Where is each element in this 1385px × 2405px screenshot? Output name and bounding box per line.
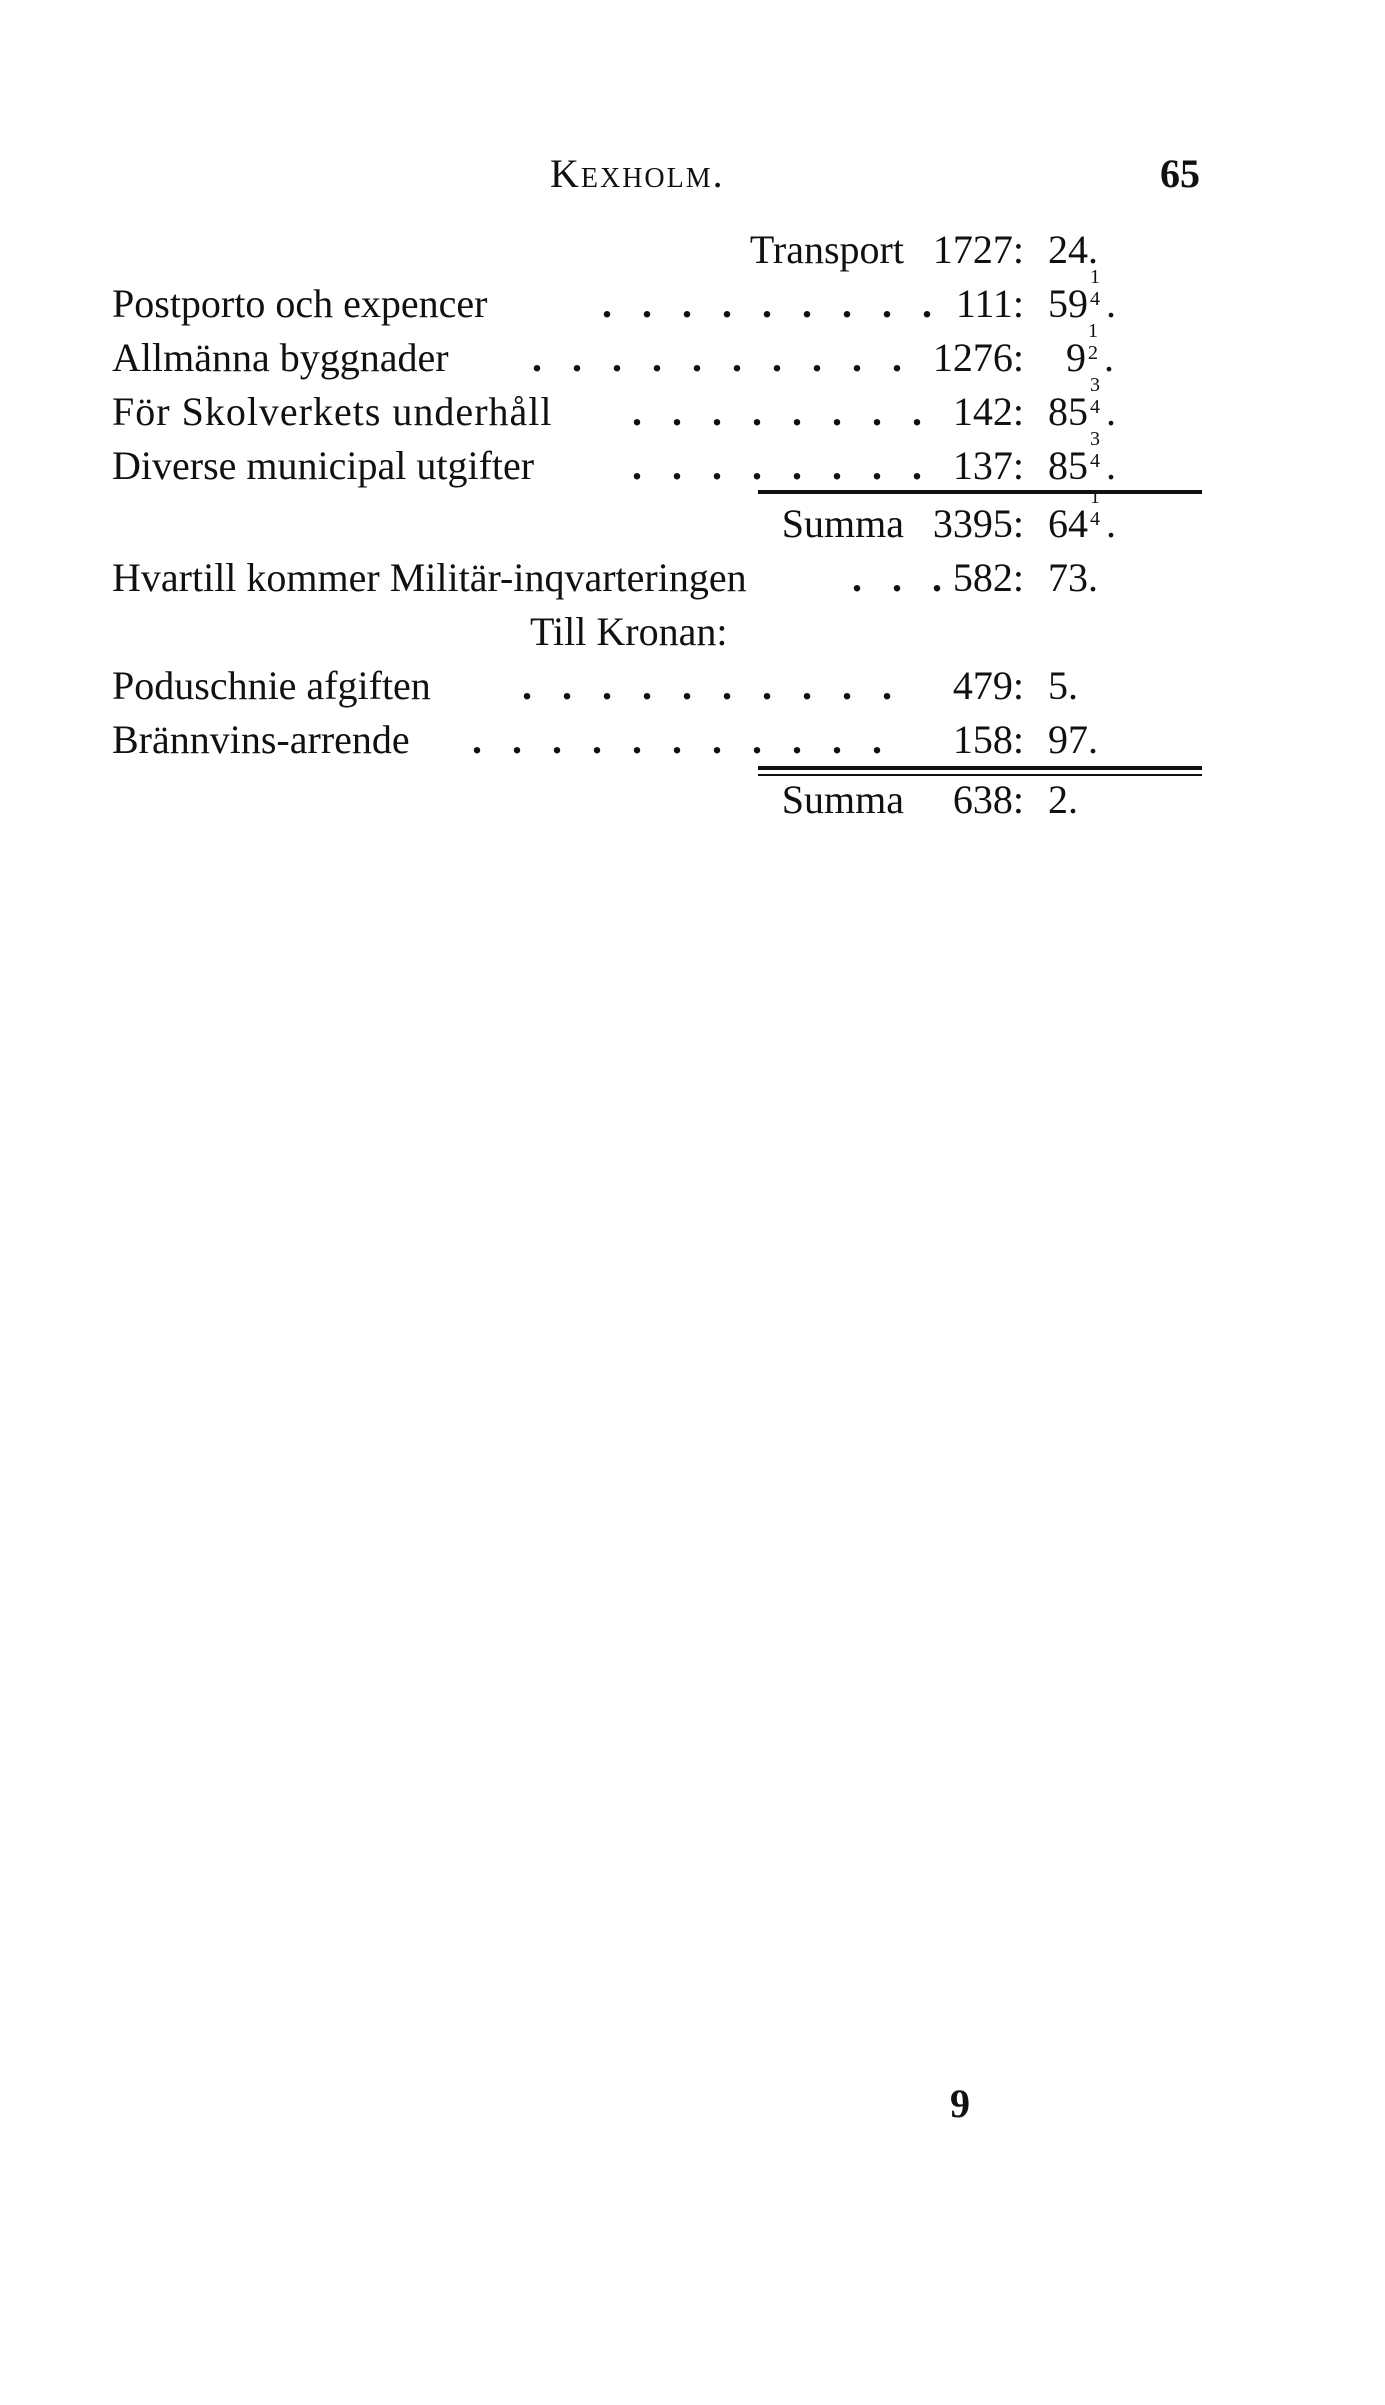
leader-dots: . . . . . . . . . . — [522, 663, 902, 708]
summa-value-a: 3395: — [932, 501, 1024, 546]
ledger-row-value-a: 142: — [952, 389, 1024, 434]
transport-value-a: 1727: — [932, 227, 1024, 272]
ledger-row-value-a: 479: — [952, 663, 1024, 708]
summa-label: Summa — [781, 501, 904, 546]
page-number: 65 — [1160, 151, 1200, 196]
fraction: 3 4 — [1090, 428, 1100, 472]
ledger-row — [112, 658, 1204, 714]
ledger-row — [112, 712, 1204, 768]
ledger-row-value-a: 137: — [952, 443, 1024, 488]
ledger-row-value-a: 1276: — [932, 335, 1024, 380]
transport-label: Transport — [749, 227, 904, 272]
ledger-row — [112, 374, 1204, 440]
summa-value-b: 64 1 4 . — [1048, 486, 1116, 546]
leader-dots: . . . . . . . . . . . — [472, 717, 892, 762]
summa-label: Summa — [781, 777, 904, 822]
ledger-row-label: Allmänna byggnader — [112, 335, 449, 380]
ledger-row-value-b: 97. — [1048, 717, 1098, 762]
ledger-row-label: Brännvins-arrende — [112, 717, 410, 762]
transport-value-b: 24. — [1048, 227, 1098, 272]
running-head-title: Kexholm. — [550, 151, 725, 196]
ledger-row-value-a: 158: — [952, 717, 1024, 762]
sum-rule — [758, 766, 1202, 770]
ledger-row — [112, 320, 1204, 386]
ledger-row-value-a: 111: — [955, 281, 1024, 326]
ledger-row-value-b: 5. — [1048, 663, 1078, 708]
leader-dots: . . . . . . . . . — [602, 281, 942, 326]
section-heading: Till Kronan: — [530, 609, 728, 654]
ledger-row-label: Diverse municipal utgifter — [112, 443, 535, 488]
militar-label: Hvartill kommer Militär-inqvarteringen — [112, 555, 747, 600]
ledger-row-label: Postporto och expencer — [112, 281, 488, 326]
fraction: 1 4 — [1090, 486, 1100, 530]
sum-rule — [758, 490, 1202, 494]
ledger-row-value-b: 85 3 4 . — [1048, 428, 1116, 488]
leader-dots: . . . . . . . . . . — [532, 335, 912, 380]
fraction: 1 2 — [1088, 320, 1098, 364]
leader-dots: . . . — [852, 555, 952, 600]
running-head — [110, 150, 1200, 210]
militar-value-b: 73. — [1048, 555, 1098, 600]
ledger-row — [112, 266, 1204, 332]
summa-value-b: 2. — [1048, 777, 1078, 822]
leader-dots: . . . . . . . . — [632, 443, 932, 488]
ledger-row — [112, 428, 1204, 494]
ledger-row-label: För Skolverkets underhåll — [112, 389, 553, 434]
summa-row — [112, 772, 1204, 828]
transport-row — [112, 222, 1204, 278]
fraction: 1 4 — [1090, 266, 1100, 310]
summa-value-a: 638: — [952, 777, 1024, 822]
ledger-row-value-b: 9 1 2 . — [1066, 320, 1114, 380]
ledger-row-value-b: 59 1 4 . — [1048, 266, 1116, 326]
summa-row — [112, 486, 1204, 552]
ledger-row-value-b: 85 3 4 . — [1048, 374, 1116, 434]
fraction: 3 4 — [1090, 374, 1100, 418]
militar-value-a: 582: — [952, 555, 1024, 600]
leader-dots: . . . . . . . . — [632, 389, 932, 434]
militar-row — [112, 550, 1204, 606]
ledger-row-label: Poduschnie afgiften — [112, 663, 431, 708]
signature-mark: 9 — [950, 2081, 970, 2126]
